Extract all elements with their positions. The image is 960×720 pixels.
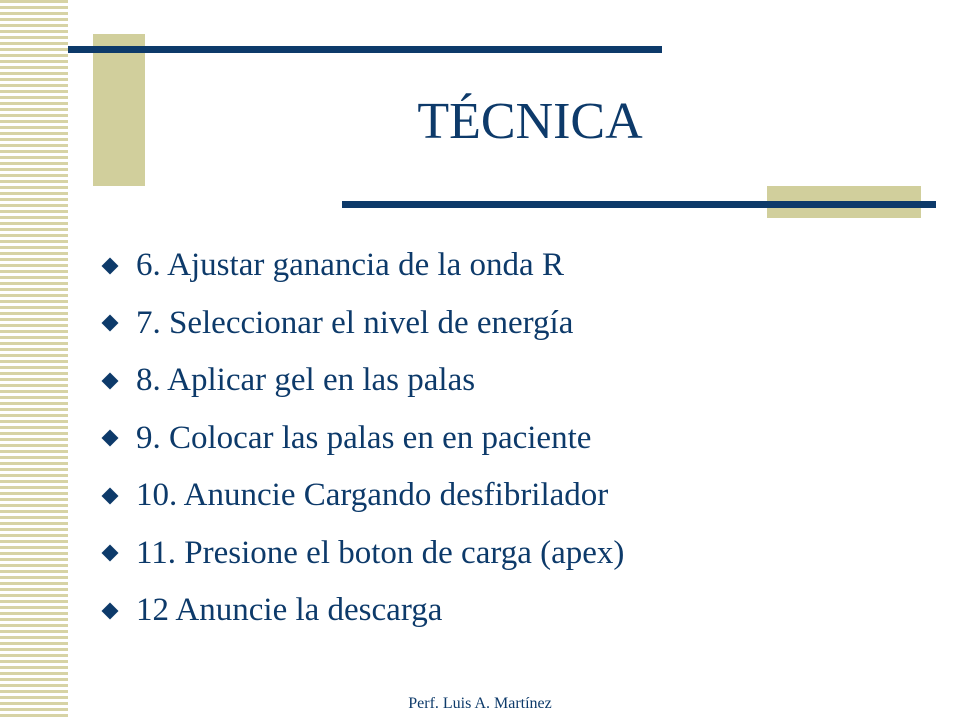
decorative-stripe-band bbox=[0, 0, 68, 720]
diamond-bullet-icon bbox=[102, 315, 119, 332]
decorative-navy-line-top bbox=[68, 46, 662, 53]
slide-footer: Perf. Luis A. Martínez bbox=[408, 695, 552, 712]
bullet-item bbox=[100, 352, 624, 410]
bullet-item bbox=[100, 467, 624, 525]
diamond-bullet-icon bbox=[102, 257, 119, 274]
bullet-text: 9. Colocar las palas en en paciente bbox=[136, 419, 592, 456]
bullet-text: 7. Seleccionar el nivel de energía bbox=[136, 304, 574, 341]
slide-title: TÉCNICA bbox=[417, 93, 643, 150]
diamond-bullet-icon bbox=[102, 602, 119, 619]
bullet-item bbox=[100, 582, 624, 640]
diamond-bullet-icon bbox=[102, 372, 119, 389]
bullet-text: 12 Anuncie la descarga bbox=[136, 592, 443, 629]
bullet-item bbox=[100, 410, 624, 468]
diamond-bullet-icon bbox=[102, 430, 119, 447]
decorative-navy-line-bottom bbox=[342, 201, 936, 208]
bullet-item bbox=[100, 525, 624, 583]
bullet-list bbox=[100, 237, 624, 640]
bullet-text: 10. Anuncie Cargando desfibrilador bbox=[136, 477, 609, 514]
bullet-item bbox=[100, 237, 624, 295]
diamond-bullet-icon bbox=[102, 545, 119, 562]
bullet-text: 6. Ajustar ganancia de la onda R bbox=[136, 247, 564, 284]
bullet-text: 8. Aplicar gel en las palas bbox=[136, 362, 476, 399]
bullet-item bbox=[100, 295, 624, 353]
diamond-bullet-icon bbox=[102, 487, 119, 504]
decorative-khaki-block-left bbox=[93, 34, 145, 186]
bullet-text: 11. Presione el boton de carga (apex) bbox=[136, 534, 625, 571]
